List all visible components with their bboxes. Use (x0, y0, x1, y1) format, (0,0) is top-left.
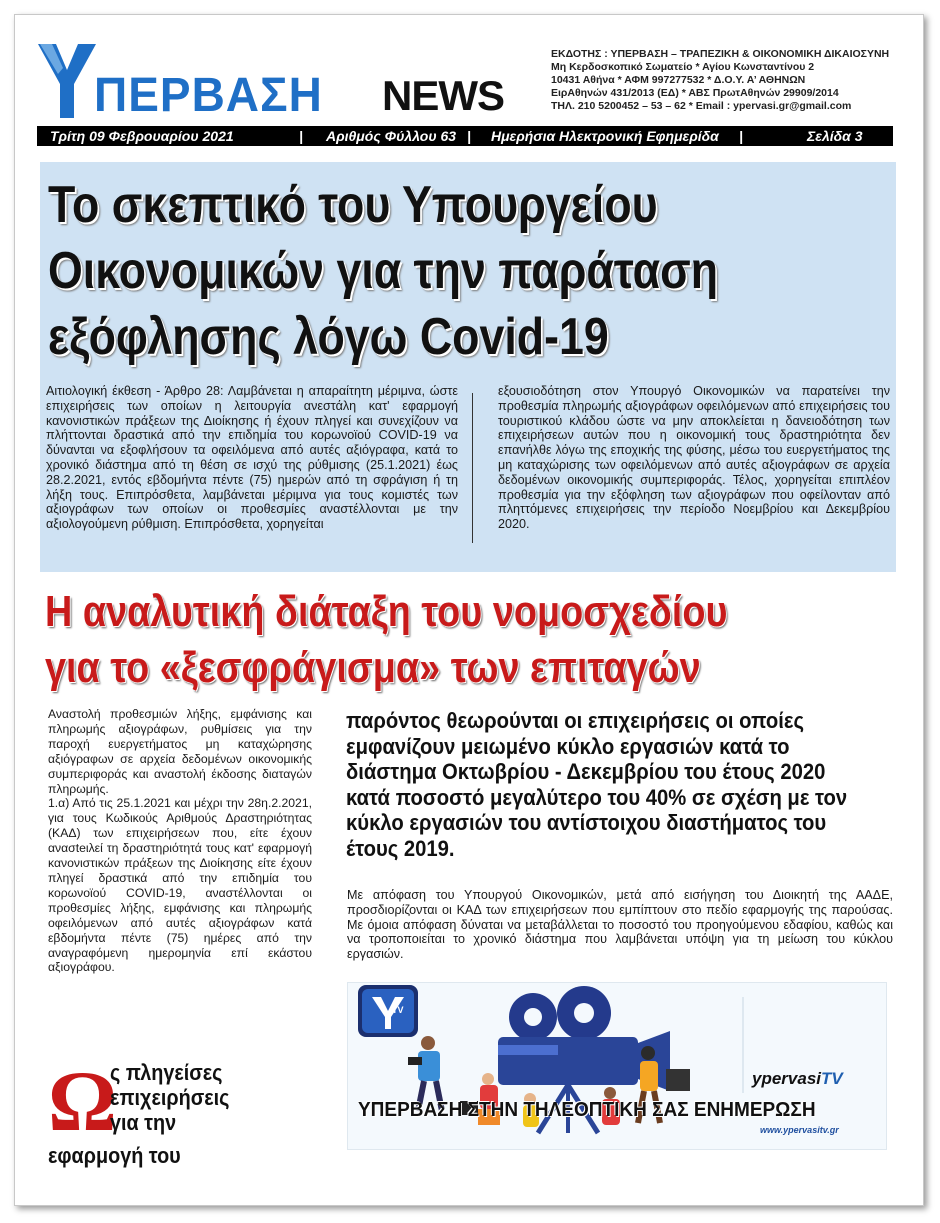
publisher-line: Μη Κερδοσκοπικό Σωματείο * Αγίου Κωνσταντίνου 2 (551, 61, 815, 73)
page-number: Σελίδα 3 (807, 128, 863, 144)
article2-bold-paragraph: παρόντος θεωρούνται οι επιχειρήσεις οι οποίες εμφανίζουν μειωμένο κύκλο εργασιών κατά το διάστημα Οκτωβρίου - Δεκεμβρίου του έτους 2020 κατά ποσοστό μεγαλύτερο του 40% σε σχέση με τον κύκλο εργασιών του αντίστοιχου διαστήματος του έτους 2019. (346, 708, 848, 861)
article1-headline (48, 172, 779, 370)
promo-brand (752, 1069, 843, 1089)
dropcap-line: εφαρμογή του (48, 1143, 181, 1168)
newspaper-logo (36, 40, 504, 122)
ypervasi-tv-logo-icon (348, 983, 428, 1043)
brand-tv: TV (821, 1069, 843, 1088)
svg-text:TV: TV (392, 1005, 404, 1015)
logo-word: ΠΕΡΒΑΣΗ (94, 66, 323, 122)
publisher-info (551, 48, 911, 113)
dropcap-line: ς πληγείσες (110, 1060, 223, 1085)
publisher-line: ΕιρΑθηνών 431/2013 (ΕΔ) * ΑΒΣ ΠρωτΑθηνών 29909/2014 (551, 87, 839, 99)
article2-headline (45, 584, 819, 696)
promo-slogan: ΥΠΕΡΒΑΣΗ ΣΤΗΝ ΤΗΛΕΟΠΤΙΚΗ ΣΑΣ ΕΝΗΜΕΡΩΣΗ (358, 1099, 816, 1121)
brand-main: ypervasi (752, 1069, 821, 1088)
publisher-line: ΕΚΔΟΤΗΣ : ΥΠΕΡΒΑΣΗ – ΤΡΑΠΕΖΙΚΗ & ΟΙΚΟΝΟΜΙΚΗ ΔΙΚΑΙΟΣΥΝΗ (551, 48, 890, 60)
publisher-line: 10431 Αθήνα * ΑΦΜ 997277532 * Δ.Ο.Υ. Α’ ΑΘΗΝΩΝ (551, 74, 806, 86)
issue-type: Ημερήσια Ηλεκτρονική Εφημερίδα (491, 128, 719, 144)
logo-news: NEWS (382, 72, 504, 119)
tv-promo-banner[interactable] (347, 982, 887, 1150)
issue-number: Αριθμός Φύλλου 63 (326, 128, 457, 144)
article2-column-right: Με απόφαση του Υπουργού Οικονομικών, μετά από εισήγηση του Διοικητή της ΑΑΔΕ, προσδιορίζονται οι ΚΑΔ των επιχειρήσεων που εμπίπτουν στο πεδίο εφαρμογής της παρούσας. Με όμοια απόφαση δύναται να μεταβάλλεται το ποσοστό του προηγούμενου εδαφίου, καθώς και να τροποποιείται το χρονικό διάστημα που λαμβάνεται υπόψη για τη μείωση του κύκλου εργασιών. (347, 888, 893, 962)
headline-line: Η αναλυτική διάταξη του νομοσχεδίου (45, 587, 728, 636)
dropcap-text (110, 1060, 229, 1135)
headline-line: Οικονομικών για την παράταση (48, 242, 719, 300)
dropcap-paragraph (48, 1053, 318, 1170)
headline-line: Το σκεπτικό του Υπουργείου (48, 176, 658, 234)
article1-column-right: εξουσιοδότηση στον Υπουργό Οικονομικών να παρατείνει την προθεσμία πληρωμής αξιογράφων οφειλόμενων από επιχειρήσεις του τουριστικού κλάδου ώστε να μην αποκλείεται η δανειοδότηση των επιχειρήσεων αυτών που η οικονομική τους δραστηριότητα δεν επανήλθε λόγω της εποχικής της φύσης, μέσω του ευεργετήματος της μη καταχώρισης των οφειλόμενων από αυτές αξιογράφων σε αρχεία δεδομένων οικονομικής συμπεριφοράς. Τέλος, χορηγείται επιπλέον προθεσμία για την εξόφληση των αξιογράφων που οφείλονταν από πληττόμενες επιχειρήσεις την περίοδο Νοεμβρίου και Δεκεμβρίου 2020. (498, 384, 890, 532)
dropcap-letter: Ω (48, 1053, 117, 1149)
publisher-line: ΤΗΛ. 210 5200452 – 53 – 62 * Email : ypervasi.gr@gmail.com (551, 100, 852, 112)
bar-separator: | (739, 128, 743, 144)
headline-line: για το «ξεσφράγισμα» των επιταγών (45, 643, 701, 692)
article1-column-left: Αιτιολογική έκθεση - Άρθρο 28: Λαμβάνεται η απαραίτητη μέριμνα, ώστε επιχειρήσεις των οποίων η λειτουργία ανεστάλη κατ' εφαρμογή κανονιστικών πράξεων της Διοίκησης ή έχουν πληγεί και συνεχίζουν να πλήττονται δραστικά από την επιδημία του κορωνοϊού COVID-19 να δύνανται να εξοφλήσουν τα οφειλόμενα από αυτές αξιόγραφα, κατά το χρονικό διάστημα από τη θέση σε ισχύ της ρύθμισης (25.1.2021) έως 28.2.2021, εντός εβδομήντα πέντε (75) ημερών από τη σφράγιση ή τη λήξη τους. Επιπρόσθετα, λαμβάνεται μέριμνα για τους κομιστές των αξιογράφων των οποίων οι προθεσμίες αναστέλλονται με την αξιολογούμενη ρύθμιση. Επιπρόσθετα, χορηγείται (46, 384, 458, 532)
article2-column-left: Αναστολή προθεσμιών λήξης, εμφάνισης και πληρωμής αξιογράφων, ρυθμίσεις για την παροχή ευεργετήματος μη καταχώρησης αξιόγραφων σε αρχεία δεδομένων οικονομικής συμπεριφοράς και αναστολή έκδοσης διαταγών πληρωμής. 1.α) Από τις 25.1.2021 και μέχρι την 28η.2.2021, για τους Κωδικούς Αριθμούς Δραστηριότητας (ΚΑΔ) των επιχειρήσεων που, είτε έχουν ανασteιλεί τη δραστηριότητά τους κατ' εφαρμογή κανονιστικών πράξεων της Διοίκησης είτε έχουν πληγεί δραστικά από την επιδημία του κορωνοϊού COVID-19, αναστέλλονται οι προθεσμίες λήξης, εμφάνισης και πληρωμής οφειλόμενων από αυτές αξιογράφων κατά εβδομήντα πέντε (75) ημέρες από την αναγραφόμενη ημερομηνία επί εκάστου αξιογράφου. (48, 707, 312, 975)
headline-line: εξόφλησης λόγω Covid-19 (48, 308, 609, 366)
issue-info-bar (37, 126, 893, 146)
dropcap-line: για την (110, 1110, 177, 1135)
logo-y-icon (36, 40, 98, 120)
issue-date: Τρίτη 09 Φεβρουαρίου 2021 (50, 128, 234, 144)
bar-separator: | (467, 128, 471, 144)
dropcap-line: επιχειρήσεις (110, 1085, 230, 1110)
bar-separator: | (299, 128, 303, 144)
promo-url[interactable]: www.ypervasitv.gr (760, 1125, 839, 1135)
column-divider (472, 393, 473, 543)
